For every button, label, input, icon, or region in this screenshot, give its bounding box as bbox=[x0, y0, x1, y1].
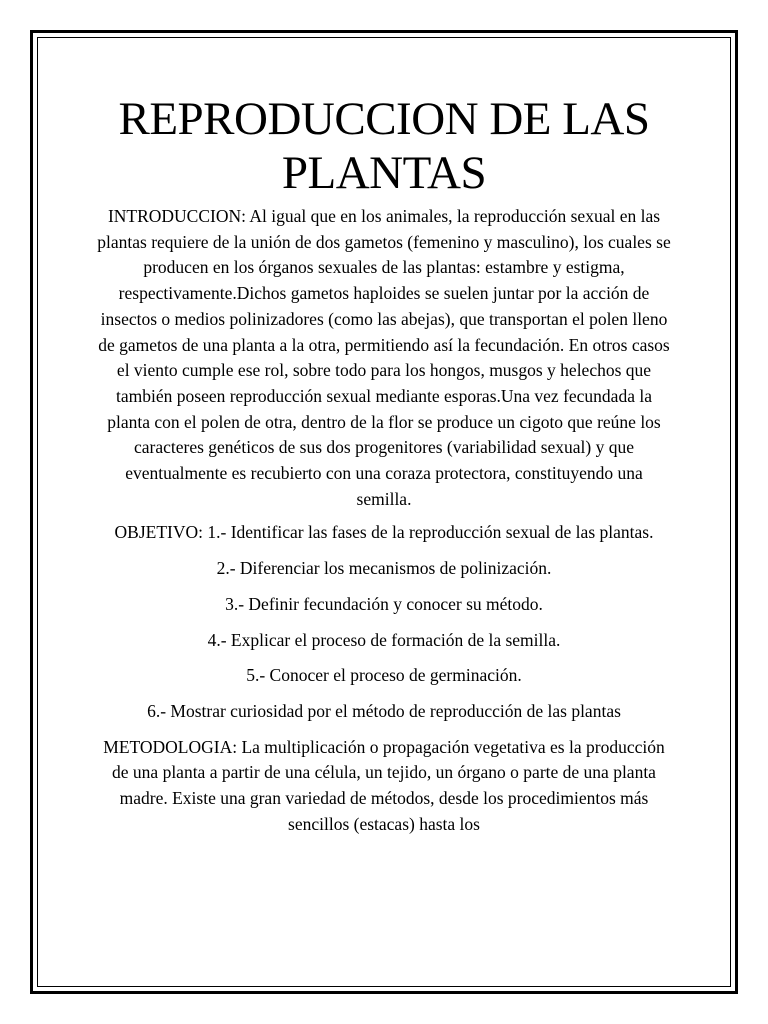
document-body bbox=[96, 92, 672, 845]
objective-item-6: 6.- Mostrar curiosidad por el método de reproducción de las plantas bbox=[147, 700, 621, 721]
objective-item-3: 3.- Definir fecundación y conocer su método. bbox=[225, 593, 543, 614]
document-title: REPRODUCCION DE LAS PLANTAS bbox=[118, 93, 650, 199]
methodology-paragraph: METODOLOGIA: La multiplicación o propagación vegetativa es la producción de una planta a partir de una célula, un tejido, un órgano o parte de una planta madre. Existe una gran variedad de métodos, desde los procedimientos más sencillos (estacas) hasta los bbox=[103, 736, 665, 834]
objective-item-1: OBJETIVO: 1.- Identificar las fases de la reproducción sexual de las plantas. bbox=[114, 522, 654, 543]
objective-item-2: 2.- Diferenciar los mecanismos de polinización. bbox=[216, 558, 552, 579]
objective-item-5: 5.- Conocer el proceso de germinación. bbox=[246, 665, 522, 686]
introduction-paragraph: INTRODUCCION: Al igual que en los animales, la reproducción sexual en las plantas requiere de la unión de dos gametos (femenino y masculino), los cuales se producen en los órganos sexuales de las plantas: estambre y estigma, respectivamente.Dichos gametos haploides se suelen juntar por la acción de insectos o medios polinizadores (como las abejas), que transportan el polen lleno de gametos de una planta a la otra, permitiendo así la fecundación. En otros casos el viento cumple ese rol, sobre todo para los hongos, musgos y helechos que también poseen reproducción sexual mediante esporas.Una vez fecundada la planta con el polen de otra, dentro de la flor se produce un cigoto que reúne los caracteres genéticos de sus dos progenitores (variabilidad sexual) y que eventualmente es recubierto con una coraza protectora, constituyendo una semilla. bbox=[97, 206, 671, 509]
objective-item-4: 4.- Explicar el proceso de formación de la semilla. bbox=[207, 629, 561, 650]
